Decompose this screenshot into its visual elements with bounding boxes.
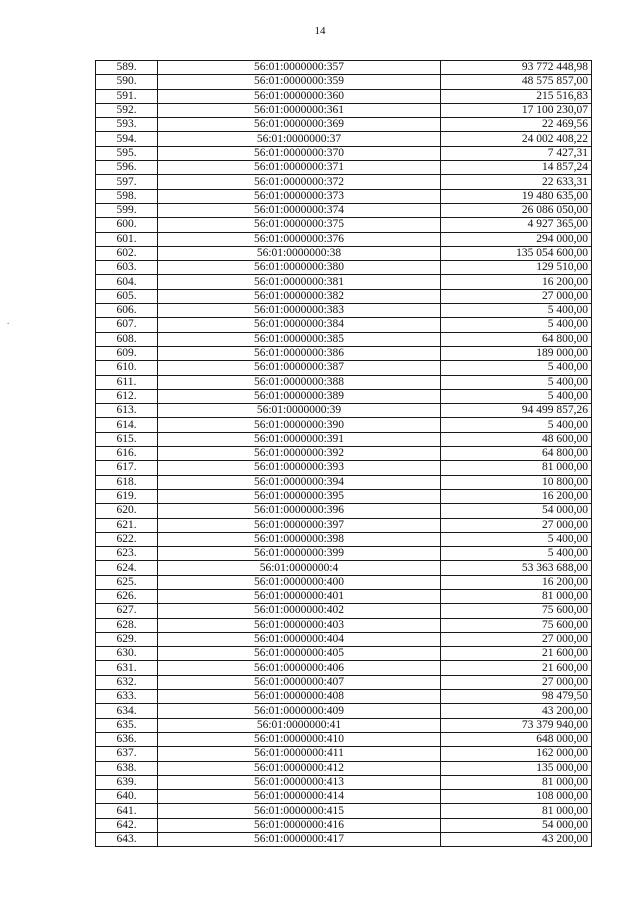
table-row xyxy=(96,547,592,561)
table-row xyxy=(96,489,592,503)
row-number: 591. xyxy=(96,89,158,103)
cadastral-number: 56:01:0000000:359 xyxy=(158,75,441,89)
table-row xyxy=(96,475,592,489)
table-row xyxy=(96,790,592,804)
table-row xyxy=(96,203,592,217)
cadastral-value: 43 200,00 xyxy=(441,704,592,718)
table-row xyxy=(96,647,592,661)
table-row xyxy=(96,718,592,732)
row-number: 635. xyxy=(96,718,158,732)
cadastral-number: 56:01:0000000:357 xyxy=(158,61,441,75)
cadastral-value: 135 000,00 xyxy=(441,761,592,775)
cadastral-number: 56:01:0000000:402 xyxy=(158,604,441,618)
cadastral-value: 21 600,00 xyxy=(441,647,592,661)
cadastral-value: 4 927 365,00 xyxy=(441,218,592,232)
table-row xyxy=(96,761,592,775)
table-row xyxy=(96,218,592,232)
table-row xyxy=(96,804,592,818)
cadastral-value: 5 400,00 xyxy=(441,318,592,332)
row-number: 618. xyxy=(96,475,158,489)
cadastral-number: 56:01:0000000:371 xyxy=(158,161,441,175)
cadastral-value: 73 379 940,00 xyxy=(441,718,592,732)
cadastral-number: 56:01:0000000:394 xyxy=(158,475,441,489)
row-number: 634. xyxy=(96,704,158,718)
row-number: 605. xyxy=(96,289,158,303)
row-number: 616. xyxy=(96,447,158,461)
cadastral-number: 56:01:0000000:381 xyxy=(158,275,441,289)
cadastral-value: 7 427,31 xyxy=(441,146,592,160)
cadastral-number: 56:01:0000000:396 xyxy=(158,504,441,518)
row-number: 613. xyxy=(96,404,158,418)
cadastral-number: 56:01:0000000:414 xyxy=(158,790,441,804)
row-number: 602. xyxy=(96,246,158,260)
cadastral-value: 129 510,00 xyxy=(441,261,592,275)
cadastral-value: 64 800,00 xyxy=(441,447,592,461)
cadastral-number: 56:01:0000000:374 xyxy=(158,203,441,217)
cadastral-value: 17 100 230,07 xyxy=(441,103,592,117)
table-row xyxy=(96,132,592,146)
table-row xyxy=(96,518,592,532)
table-row xyxy=(96,332,592,346)
row-number: 614. xyxy=(96,418,158,432)
table-row xyxy=(96,504,592,518)
cadastral-value: 5 400,00 xyxy=(441,389,592,403)
row-number: 638. xyxy=(96,761,158,775)
cadastral-value: 5 400,00 xyxy=(441,547,592,561)
row-number: 630. xyxy=(96,647,158,661)
table-row xyxy=(96,161,592,175)
table-row xyxy=(96,103,592,117)
cadastral-number: 56:01:0000000:398 xyxy=(158,532,441,546)
cadastral-number: 56:01:0000000:386 xyxy=(158,346,441,360)
cadastral-value: 22 633,31 xyxy=(441,175,592,189)
table-row xyxy=(96,75,592,89)
margin-mark: . xyxy=(7,316,10,326)
cadastral-value: 648 000,00 xyxy=(441,732,592,746)
cadastral-number: 56:01:0000000:417 xyxy=(158,833,441,847)
cadastral-value: 189 000,00 xyxy=(441,346,592,360)
table-row xyxy=(96,318,592,332)
row-number: 641. xyxy=(96,804,158,818)
cadastral-number: 56:01:0000000:408 xyxy=(158,690,441,704)
cadastral-number: 56:01:0000000:390 xyxy=(158,418,441,432)
cadastral-number: 56:01:0000000:404 xyxy=(158,632,441,646)
row-number: 629. xyxy=(96,632,158,646)
row-number: 594. xyxy=(96,132,158,146)
table-row xyxy=(96,61,592,75)
cadastral-value: 22 469,56 xyxy=(441,118,592,132)
row-number: 640. xyxy=(96,790,158,804)
cadastral-value: 81 000,00 xyxy=(441,461,592,475)
table-row xyxy=(96,118,592,132)
cadastral-value: 64 800,00 xyxy=(441,332,592,346)
table-row xyxy=(96,732,592,746)
row-number: 598. xyxy=(96,189,158,203)
row-number: 626. xyxy=(96,589,158,603)
cadastral-number: 56:01:0000000:389 xyxy=(158,389,441,403)
row-number: 636. xyxy=(96,732,158,746)
row-number: 595. xyxy=(96,146,158,160)
cadastral-value: 215 516,83 xyxy=(441,89,592,103)
cadastral-number: 56:01:0000000:392 xyxy=(158,447,441,461)
table-row xyxy=(96,461,592,475)
row-number: 633. xyxy=(96,690,158,704)
table-row xyxy=(96,418,592,432)
cadastral-value: 54 000,00 xyxy=(441,504,592,518)
cadastral-value: 5 400,00 xyxy=(441,361,592,375)
cadastral-value: 27 000,00 xyxy=(441,518,592,532)
table-row xyxy=(96,246,592,260)
cadastral-value: 5 400,00 xyxy=(441,418,592,432)
table-row xyxy=(96,604,592,618)
cadastral-number: 56:01:0000000:416 xyxy=(158,818,441,832)
cadastral-number: 56:01:0000000:403 xyxy=(158,618,441,632)
cadastral-value: 10 800,00 xyxy=(441,475,592,489)
table-row xyxy=(96,618,592,632)
cadastral-number: 56:01:0000000:415 xyxy=(158,804,441,818)
cadastral-value: 48 575 857,00 xyxy=(441,75,592,89)
table-row xyxy=(96,589,592,603)
cadastral-value: 27 000,00 xyxy=(441,632,592,646)
table-row xyxy=(96,232,592,246)
row-number: 597. xyxy=(96,175,158,189)
row-number: 604. xyxy=(96,275,158,289)
cadastral-number: 56:01:0000000:400 xyxy=(158,575,441,589)
cadastral-value: 43 200,00 xyxy=(441,833,592,847)
row-number: 643. xyxy=(96,833,158,847)
cadastral-value: 75 600,00 xyxy=(441,618,592,632)
row-number: 628. xyxy=(96,618,158,632)
row-number: 590. xyxy=(96,75,158,89)
row-number: 637. xyxy=(96,747,158,761)
cadastral-number: 56:01:0000000:391 xyxy=(158,432,441,446)
cadastral-number: 56:01:0000000:388 xyxy=(158,375,441,389)
table-row xyxy=(96,432,592,446)
cadastral-value: 81 000,00 xyxy=(441,589,592,603)
cadastral-number: 56:01:0000000:385 xyxy=(158,332,441,346)
row-number: 639. xyxy=(96,775,158,789)
row-number: 600. xyxy=(96,218,158,232)
cadastral-value: 16 200,00 xyxy=(441,575,592,589)
row-number: 607. xyxy=(96,318,158,332)
cadastral-number: 56:01:0000000:383 xyxy=(158,304,441,318)
cadastral-number: 56:01:0000000:397 xyxy=(158,518,441,532)
table-row xyxy=(96,747,592,761)
table-row xyxy=(96,275,592,289)
cadastral-value: 93 772 448,98 xyxy=(441,61,592,75)
page-number: 14 xyxy=(314,25,326,37)
row-number: 623. xyxy=(96,547,158,561)
cadastral-value: 21 600,00 xyxy=(441,661,592,675)
row-number: 606. xyxy=(96,304,158,318)
cadastral-number: 56:01:0000000:411 xyxy=(158,747,441,761)
cadastral-number: 56:01:0000000:370 xyxy=(158,146,441,160)
cadastral-value: 5 400,00 xyxy=(441,532,592,546)
table-row xyxy=(96,389,592,403)
cadastral-number: 56:01:0000000:393 xyxy=(158,461,441,475)
cadastral-number: 56:01:0000000:412 xyxy=(158,761,441,775)
cadastral-value: 19 480 635,00 xyxy=(441,189,592,203)
cadastral-value: 14 857,24 xyxy=(441,161,592,175)
table-row xyxy=(96,675,592,689)
table-row xyxy=(96,146,592,160)
table-row xyxy=(96,818,592,832)
row-number: 589. xyxy=(96,61,158,75)
cadastral-value: 16 200,00 xyxy=(441,275,592,289)
table-row xyxy=(96,404,592,418)
cadastral-value: 27 000,00 xyxy=(441,675,592,689)
row-number: 627. xyxy=(96,604,158,618)
table-row xyxy=(96,775,592,789)
cadastral-number: 56:01:0000000:38 xyxy=(158,246,441,260)
cadastral-value: 5 400,00 xyxy=(441,304,592,318)
row-number: 619. xyxy=(96,489,158,503)
cadastral-number: 56:01:0000000:372 xyxy=(158,175,441,189)
cadastral-number: 56:01:0000000:39 xyxy=(158,404,441,418)
row-number: 621. xyxy=(96,518,158,532)
table-row xyxy=(96,632,592,646)
cadastral-value: 53 363 688,00 xyxy=(441,561,592,575)
cadastral-number: 56:01:0000000:360 xyxy=(158,89,441,103)
row-number: 593. xyxy=(96,118,158,132)
table-row xyxy=(96,261,592,275)
row-number: 615. xyxy=(96,432,158,446)
cadastral-value-table xyxy=(95,60,592,847)
row-number: 624. xyxy=(96,561,158,575)
table-row xyxy=(96,833,592,847)
row-number: 622. xyxy=(96,532,158,546)
cadastral-number: 56:01:0000000:4 xyxy=(158,561,441,575)
row-number: 611. xyxy=(96,375,158,389)
cadastral-value: 16 200,00 xyxy=(441,489,592,503)
row-number: 610. xyxy=(96,361,158,375)
cadastral-number: 56:01:0000000:401 xyxy=(158,589,441,603)
cadastral-value: 81 000,00 xyxy=(441,804,592,818)
cadastral-number: 56:01:0000000:384 xyxy=(158,318,441,332)
table-row xyxy=(96,346,592,360)
cadastral-value: 48 600,00 xyxy=(441,432,592,446)
table-row xyxy=(96,175,592,189)
cadastral-number: 56:01:0000000:375 xyxy=(158,218,441,232)
cadastral-value: 162 000,00 xyxy=(441,747,592,761)
cadastral-value: 54 000,00 xyxy=(441,818,592,832)
row-number: 608. xyxy=(96,332,158,346)
table-row xyxy=(96,304,592,318)
cadastral-number: 56:01:0000000:361 xyxy=(158,103,441,117)
table-body xyxy=(96,61,592,847)
table-row xyxy=(96,690,592,704)
cadastral-number: 56:01:0000000:369 xyxy=(158,118,441,132)
row-number: 599. xyxy=(96,203,158,217)
row-number: 632. xyxy=(96,675,158,689)
table-row xyxy=(96,532,592,546)
row-number: 601. xyxy=(96,232,158,246)
row-number: 612. xyxy=(96,389,158,403)
cadastral-value: 5 400,00 xyxy=(441,375,592,389)
cadastral-value: 27 000,00 xyxy=(441,289,592,303)
cadastral-number: 56:01:0000000:382 xyxy=(158,289,441,303)
table-row xyxy=(96,561,592,575)
cadastral-number: 56:01:0000000:380 xyxy=(158,261,441,275)
cadastral-number: 56:01:0000000:37 xyxy=(158,132,441,146)
cadastral-number: 56:01:0000000:410 xyxy=(158,732,441,746)
row-number: 625. xyxy=(96,575,158,589)
cadastral-value: 108 000,00 xyxy=(441,790,592,804)
row-number: 609. xyxy=(96,346,158,360)
cadastral-value: 94 499 857,26 xyxy=(441,404,592,418)
row-number: 603. xyxy=(96,261,158,275)
table-row xyxy=(96,375,592,389)
table-row xyxy=(96,704,592,718)
cadastral-value: 81 000,00 xyxy=(441,775,592,789)
table-row xyxy=(96,447,592,461)
cadastral-number: 56:01:0000000:413 xyxy=(158,775,441,789)
cadastral-value: 75 600,00 xyxy=(441,604,592,618)
cadastral-value: 135 054 600,00 xyxy=(441,246,592,260)
cadastral-number: 56:01:0000000:405 xyxy=(158,647,441,661)
row-number: 642. xyxy=(96,818,158,832)
table-row xyxy=(96,575,592,589)
cadastral-value: 24 002 408,22 xyxy=(441,132,592,146)
table-row xyxy=(96,289,592,303)
cadastral-number: 56:01:0000000:41 xyxy=(158,718,441,732)
cadastral-number: 56:01:0000000:395 xyxy=(158,489,441,503)
cadastral-number: 56:01:0000000:373 xyxy=(158,189,441,203)
table-row xyxy=(96,361,592,375)
cadastral-number: 56:01:0000000:399 xyxy=(158,547,441,561)
row-number: 620. xyxy=(96,504,158,518)
table-row xyxy=(96,89,592,103)
table-row xyxy=(96,661,592,675)
cadastral-number: 56:01:0000000:406 xyxy=(158,661,441,675)
cadastral-value: 294 000,00 xyxy=(441,232,592,246)
row-number: 596. xyxy=(96,161,158,175)
row-number: 592. xyxy=(96,103,158,117)
cadastral-number: 56:01:0000000:409 xyxy=(158,704,441,718)
row-number: 617. xyxy=(96,461,158,475)
cadastral-number: 56:01:0000000:387 xyxy=(158,361,441,375)
cadastral-number: 56:01:0000000:407 xyxy=(158,675,441,689)
row-number: 631. xyxy=(96,661,158,675)
table-row xyxy=(96,189,592,203)
cadastral-value: 98 479,50 xyxy=(441,690,592,704)
cadastral-value: 26 086 050,00 xyxy=(441,203,592,217)
cadastral-number: 56:01:0000000:376 xyxy=(158,232,441,246)
